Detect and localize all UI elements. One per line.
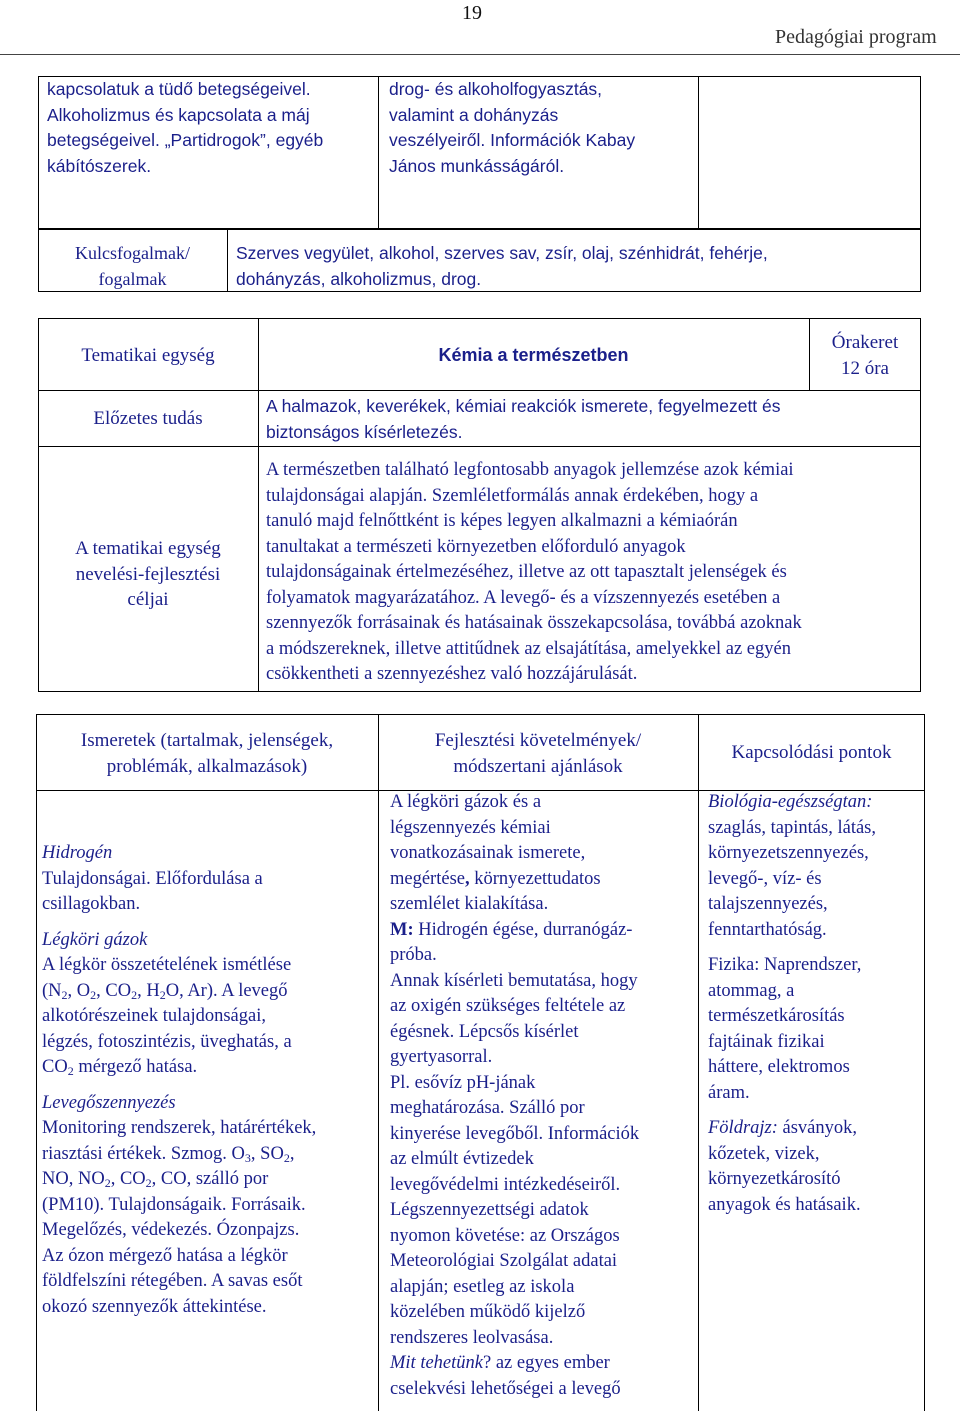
text-line: Megelőzés, védekezés. Ózonpajzs.	[42, 1220, 300, 1240]
text-line: Fejlesztési követelmények/	[434, 730, 642, 751]
text-line: Az ózon mérgező hatása a légkör	[42, 1245, 288, 1266]
text-line: környezetkárosító	[708, 1169, 841, 1189]
keywords-divider	[227, 228, 228, 292]
formula-line	[42, 1167, 316, 1193]
text-run: környezettudatos	[469, 868, 601, 889]
text-line: János munkásságáról.	[389, 155, 565, 176]
text-line: közelében működő kijelző	[390, 1302, 586, 1322]
text-line: tulajdonságainak értelmezéséhez, illetve az ott tapasztalt jelenségek és	[266, 562, 787, 582]
text-run: CO	[42, 1057, 68, 1077]
text-line: próba.	[390, 945, 437, 965]
text-line: kapcsolatuk a tüdő betegségeivel.	[47, 79, 311, 99]
col-connections-header: Kapcsolódási pontok	[731, 742, 892, 763]
continuation-left-text	[47, 77, 323, 179]
text-line: áram.	[708, 1082, 750, 1103]
text-line: szaglás, tapintás, látás,	[708, 817, 876, 838]
text-line: Monitoring rendszerek, határértékek,	[42, 1118, 317, 1138]
text-line: fajtáinak fizikai	[708, 1031, 825, 1052]
text-line: okozó szennyezők áttekintése.	[42, 1296, 267, 1317]
text-run: Mit tehetünk	[390, 1353, 483, 1373]
spacer	[42, 918, 316, 928]
unit-row-rule-1	[38, 390, 921, 391]
text-run: megértése	[390, 868, 465, 889]
text-line: A tematikai egység	[75, 538, 221, 559]
text-line: atommag, a	[708, 980, 795, 1001]
unit-row-rule-2	[38, 446, 921, 447]
content-divider-1	[378, 714, 379, 1411]
text-line: betegségeivel. „Partidrogok”, egyéb	[47, 130, 324, 150]
formula-line	[42, 1142, 316, 1168]
biology-title: Biológia-egészségtan:	[708, 792, 873, 812]
text-line: valamint a dohányzás	[389, 104, 559, 125]
text-line: problémák, alkalmazások)	[106, 755, 308, 777]
subscript: 2	[104, 1176, 111, 1190]
text-line: módszertani ajánlások	[453, 755, 623, 777]
text-line: fogalmak	[98, 268, 167, 289]
text-line: A légkör összetételének ismétlése	[42, 955, 292, 975]
unit-title: Kémia a természetben	[438, 345, 629, 365]
text-run: Hidrogén égése, durranógáz-	[413, 919, 633, 940]
text-line: Szerves vegyület, alkohol, szerves sav, zsír, olaj, szénhidrát, fehérje,	[236, 243, 768, 263]
text-run: ásványok,	[777, 1118, 858, 1138]
content-divider-2	[698, 714, 699, 1411]
text-line: nevelési-fejlesztési	[75, 563, 221, 585]
atmospheric-gases-title: Légköri gázok	[42, 929, 148, 950]
text-line: légszennyezés kémiai	[390, 817, 551, 838]
text-line: Alkoholizmus és kapcsolata a máj	[47, 104, 310, 125]
text-run: , CO	[96, 980, 132, 1001]
text-run: riasztási értékek. Szmog. O	[42, 1143, 245, 1164]
text-line	[390, 867, 639, 893]
subscript: 2	[67, 1064, 74, 1078]
subscript: 2	[61, 987, 68, 1002]
geography-title: Földrajz:	[708, 1118, 778, 1138]
text-run: , H	[137, 980, 160, 1001]
text-line: (PM10). Tulajdonságaik. Forrásaik.	[42, 1194, 306, 1215]
text-run: O, Ar). A levegő	[165, 980, 288, 1001]
requirements-column	[390, 790, 639, 1402]
header-rule	[0, 54, 960, 55]
connections-column	[708, 790, 876, 1218]
text-line: környezetszennyezés,	[708, 843, 869, 863]
subscript: 2	[90, 987, 97, 1002]
goals-label	[38, 536, 258, 613]
subscript: 2	[145, 1176, 152, 1190]
continuation-divider-2	[698, 76, 699, 230]
hours-value: 12 óra	[840, 357, 889, 379]
text-run: , CO	[110, 1169, 146, 1189]
text-line: alapján; esetleg az iskola	[390, 1276, 575, 1297]
unit-label: Tematikai egység	[81, 345, 215, 366]
text-line: háttere, elektromos	[708, 1057, 850, 1077]
text-line: levegő-, víz- és	[708, 868, 822, 889]
text-line: alkotórészeinek tulajdonságai,	[42, 1006, 266, 1026]
page-number: 19	[462, 2, 482, 24]
continuation-middle-text	[389, 77, 635, 179]
text-line: szemlélet kialakítása.	[390, 894, 549, 914]
text-line: veszélyeiről. Információk Kabay	[389, 130, 636, 150]
text-line: cselekvési lehetőségei a levegő	[390, 1378, 621, 1399]
text-line: rendszeres leolvasása.	[390, 1327, 554, 1348]
text-line: természetkárosítás	[708, 1006, 845, 1026]
text-line	[390, 1351, 639, 1377]
text-line: az oxigén szükséges feltétele az	[390, 996, 626, 1016]
text-line: biztonságos kísérletezés.	[266, 421, 463, 442]
text-line: légzés, fotoszintézis, üveghatás, a	[42, 1031, 292, 1052]
text-run: ? az egyes ember	[482, 1353, 610, 1373]
text-line: csökkentheti a szennyezéshez való hozzájárulását.	[266, 664, 638, 684]
text-line: Ismeretek (tartalmak, jelenségek,	[80, 730, 334, 751]
text-line: égésnek. Lépcsős kísérlet	[390, 1021, 579, 1042]
text-line: dohányzás, alkoholizmus, drog.	[236, 268, 482, 289]
spacer	[708, 943, 876, 953]
text-line: csillagokban.	[42, 894, 141, 914]
hours-block	[809, 330, 921, 381]
goals-text	[266, 458, 802, 688]
text-line: kábítószerek.	[47, 155, 152, 176]
subscript: 2	[283, 1150, 290, 1165]
air-pollution-title: Levegőszennyezés	[42, 1092, 176, 1113]
text-line: vonatkozásainak ismerete,	[390, 843, 586, 863]
text-line: kőzetek, vizek,	[708, 1143, 820, 1164]
text-run: , O	[67, 980, 91, 1001]
unit-divider	[258, 318, 259, 692]
text-line: levegővédelmi intézkedéseiről.	[390, 1174, 621, 1195]
text-line: földfelszíni rétegében. A savas esőt	[42, 1271, 303, 1291]
formula-line	[42, 979, 316, 1005]
text-line: Pl. esővíz pH-jának	[390, 1072, 536, 1093]
text-line: tanuló majd felnőttként is képes legyen alkalmazni a kémiaórán	[266, 511, 738, 531]
text-run: , SO	[250, 1143, 284, 1164]
text-line: talajszennyezés,	[708, 894, 828, 914]
text-run: mérgező hatása.	[73, 1057, 198, 1077]
text-line: tulajdonságai alapján. Szemléletformálás annak érdekében, hogy a	[266, 485, 759, 506]
text-line: a módszereknek, illetve attitűdnek az elsajátítása, amelyekkel az egyén	[266, 638, 791, 659]
text-run: ,	[465, 868, 470, 889]
text-line: az elmúlt évtizedek	[390, 1149, 534, 1169]
keywords-label	[38, 241, 227, 292]
knowledge-column	[42, 841, 316, 1320]
text-line	[708, 1116, 876, 1142]
spacer	[708, 1106, 876, 1116]
text-line: A halmazok, keverékek, kémiai reakciók ismerete, fegyelmezett és	[266, 396, 781, 416]
spacer	[42, 1081, 316, 1091]
subscript: 3	[244, 1150, 251, 1165]
text-line: Légszennyezettségi adatok	[390, 1200, 589, 1220]
text-line: meghatározása. Szálló por	[390, 1098, 585, 1118]
text-line: A légköri gázok és a	[390, 792, 542, 812]
text-line: drog- és alkoholfogyasztás,	[389, 79, 603, 99]
text-line: folyamatok magyarázatához. A levegő- és a vízszennyezés esetében a	[266, 587, 781, 608]
text-line: fenntarthatóság.	[708, 919, 827, 940]
text-line: kinyerése levegőből. Információk	[390, 1123, 640, 1144]
text-line: Fizika: Naprendszer,	[708, 955, 862, 975]
text-line: céljai	[127, 589, 169, 610]
keywords-text	[236, 241, 768, 292]
prior-knowledge-label: Előzetes tudás	[93, 408, 203, 429]
formula-line	[42, 1055, 316, 1081]
continuation-divider-1	[378, 76, 379, 230]
text-line: Meteorológiai Szolgálat adatai	[390, 1251, 618, 1271]
subscript: 2	[131, 987, 138, 1002]
method-label: M:	[390, 919, 414, 940]
text-line: tanultakat a természeti környezetben előforduló anyagok	[266, 536, 686, 557]
text-run: NO, NO	[42, 1169, 105, 1189]
prior-knowledge-text	[266, 394, 781, 445]
hours-label: Órakeret	[831, 332, 899, 353]
text-line: A természetben található legfontosabb anyagok jellemzése azok kémiai	[266, 460, 794, 480]
text-line: Annak kísérleti bemutatása, hogy	[390, 970, 638, 991]
text-line	[390, 918, 639, 944]
text-line: Kulcsfogalmak/	[75, 243, 190, 263]
text-run: (N	[42, 980, 62, 1001]
document-title: Pedagógiai program	[775, 26, 937, 48]
hydrogen-title: Hidrogén	[42, 843, 113, 863]
text-line: gyertyasorral.	[390, 1047, 493, 1067]
text-run: ,	[289, 1143, 295, 1164]
text-line: nyomon követése: az Országos	[390, 1225, 620, 1246]
col-requirements-header	[378, 728, 698, 779]
text-line: anyagok és hatásaik.	[708, 1194, 861, 1215]
col-knowledge-header	[36, 728, 378, 779]
text-line: szennyezők forrásainak és hatásainak összekapcsolása, továbbá azoknak	[266, 613, 802, 633]
text-run: , CO, szálló por	[151, 1169, 269, 1189]
text-line: Tulajdonságai. Előfordulása a	[42, 868, 263, 889]
subscript: 2	[159, 987, 166, 1002]
